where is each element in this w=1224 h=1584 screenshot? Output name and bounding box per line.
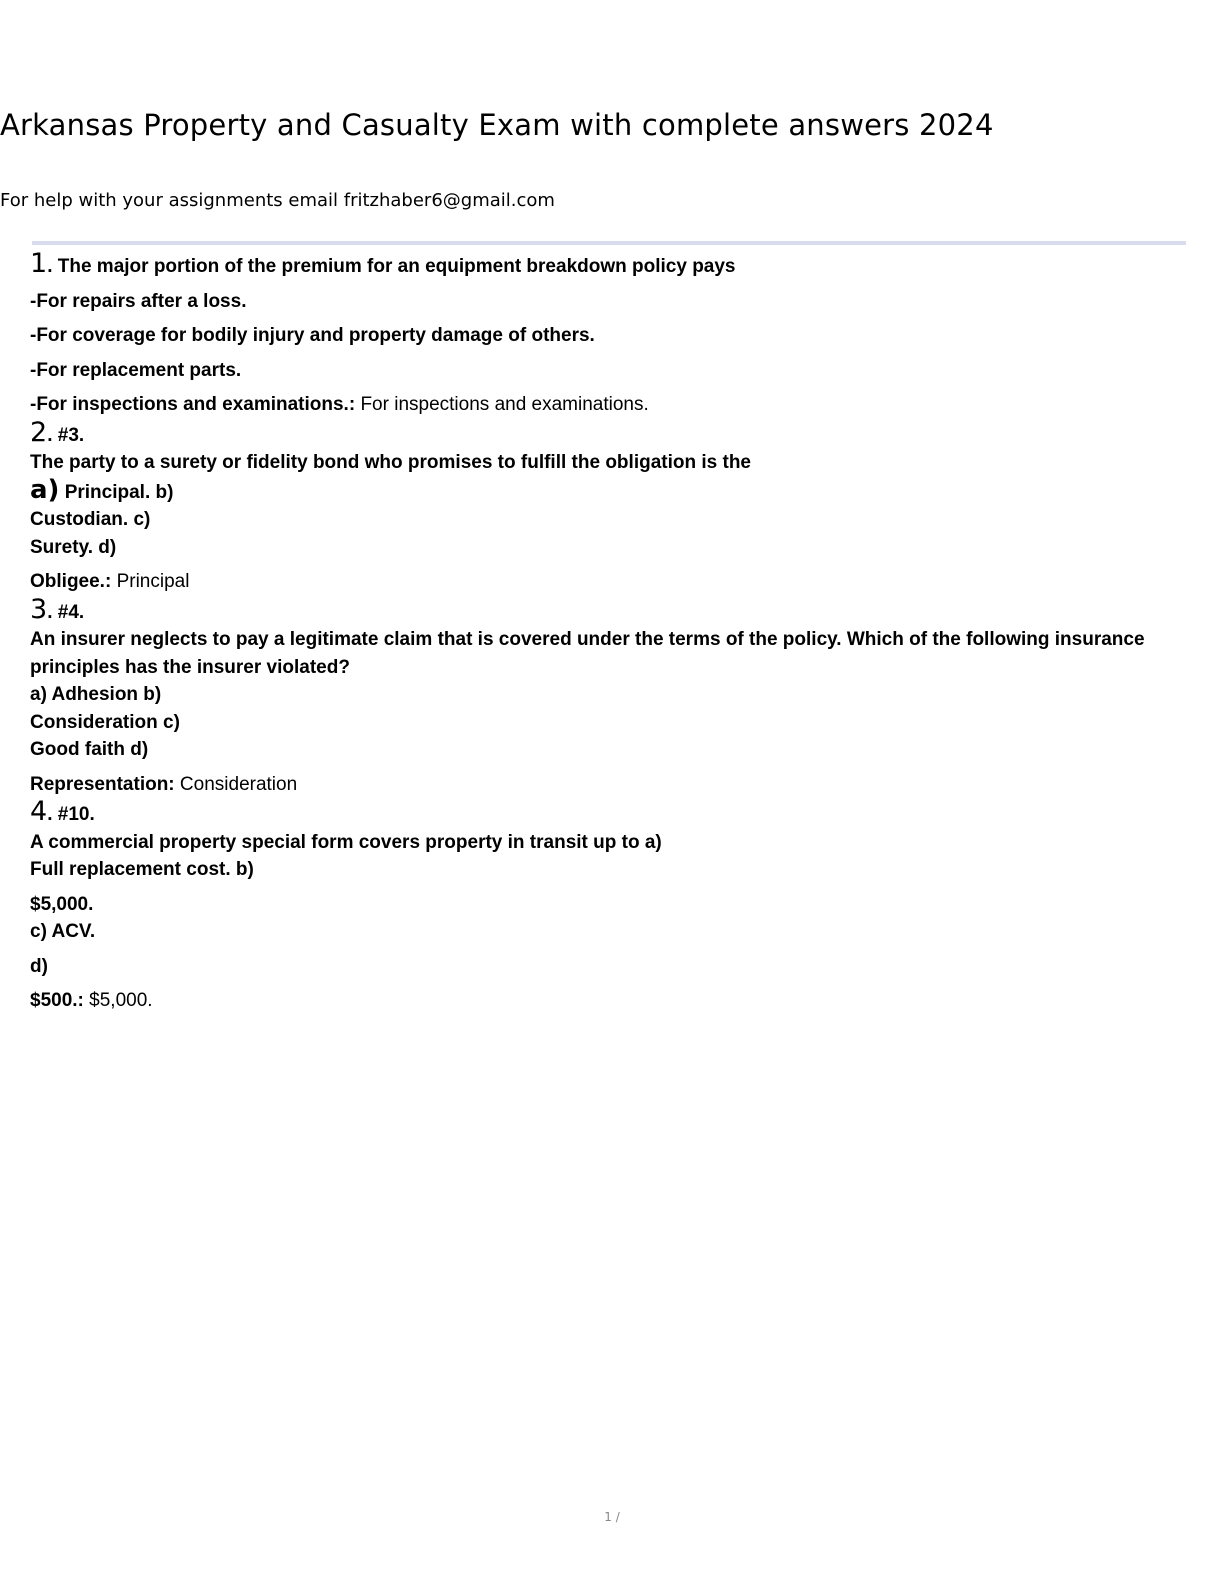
page-number: 1 /	[604, 1510, 620, 1524]
option-line: a) Adhesion b)	[30, 684, 162, 705]
question-item	[30, 593, 1190, 799]
question-item	[30, 250, 1190, 419]
question-list	[30, 250, 1190, 1015]
option-line: -For coverage for bodily injury and property damage of others.	[30, 325, 595, 346]
question-tag: #3.	[57, 424, 85, 446]
answer-text: $5,000.	[83, 990, 153, 1011]
question-number-line: 3. #4.	[30, 593, 85, 625]
option-line: c) ACV.	[30, 921, 96, 942]
answer-text: For inspections and examinations.	[355, 394, 649, 415]
last-option: Representation:	[30, 773, 175, 795]
question-prompt: A commercial property special form covers property in transit up to a)	[30, 831, 662, 853]
option-line: Custodian. c)	[30, 509, 151, 530]
answer-line	[30, 987, 1190, 1015]
option-line: Consideration c)	[30, 711, 180, 733]
question-number-line: 2. #3.	[30, 416, 85, 448]
option-line: Surety. d)	[30, 536, 117, 558]
option-line: -For repairs after a loss.	[30, 290, 247, 312]
question-number: 3	[30, 593, 48, 625]
question-number: 2	[30, 416, 48, 448]
option-line: d)	[30, 955, 48, 977]
document-title: Arkansas Property and Casualty Exam with complete answers 2024	[0, 108, 994, 142]
option-line: Full replacement cost. b)	[30, 859, 254, 880]
question-prompt-line: 1. The major portion of the premium for an equipment breakdown policy pays	[30, 248, 736, 279]
question-tag: #10.	[57, 804, 95, 825]
help-contact-line: For help with your assignments email fritzhaber6@gmail.com	[0, 190, 555, 211]
question-prompt: The party to a surety or fidelity bond who promises to fulfill the obligation is the	[30, 452, 751, 473]
option-line: Good faith d)	[30, 739, 149, 760]
question-tag: #4.	[57, 601, 85, 623]
question-item	[30, 798, 1190, 1015]
question-number: 1	[30, 248, 48, 279]
option-line: -For replacement parts.	[30, 359, 242, 381]
question-prompt: The major portion of the premium for an equipment breakdown policy pays	[57, 256, 736, 277]
option-letter: a)	[30, 474, 60, 505]
answer-text: Principal	[111, 571, 190, 592]
answer-text: Consideration	[174, 773, 298, 795]
option-line: $5,000.	[30, 893, 94, 915]
answer-line	[30, 771, 1190, 799]
last-option: $500.:	[30, 990, 84, 1011]
question-item	[30, 416, 1190, 596]
header-divider	[32, 241, 1186, 245]
answer-line	[30, 568, 1190, 596]
last-option: Obligee.:	[30, 571, 112, 592]
answer-line	[30, 391, 1190, 419]
question-number-line: 4. #10.	[30, 796, 95, 827]
question-number: 4	[30, 796, 48, 827]
question-prompt: An insurer neglects to pay a legitimate claim that is covered under the terms of the policy. Which of the following insurance principles has the insurer violated?	[30, 629, 1145, 678]
option-line: a) Principal. b)	[30, 474, 174, 505]
last-option: -For inspections and examinations.:	[30, 394, 356, 415]
